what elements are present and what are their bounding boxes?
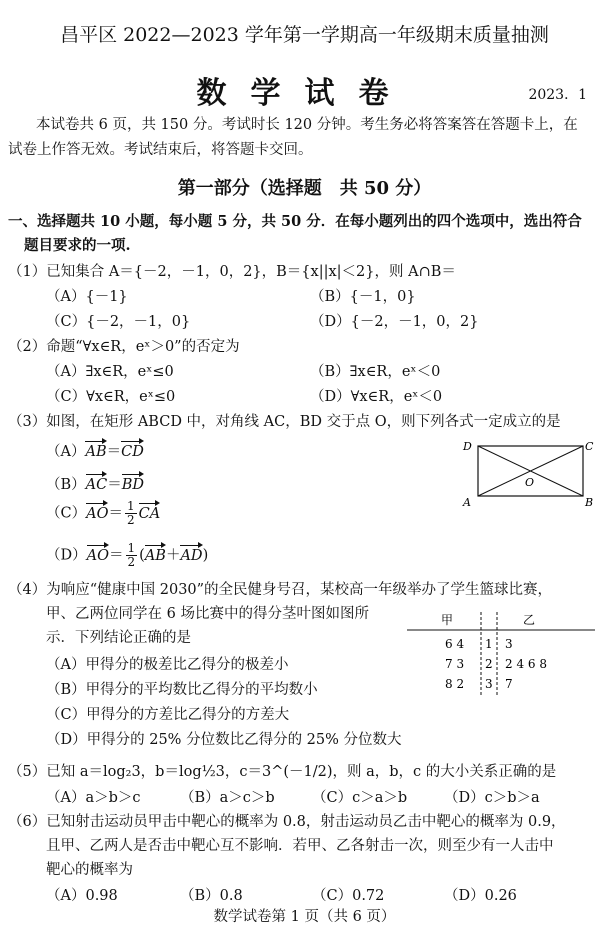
section-line-1: 一、选择题共 10 小题，每小题 5 分，共 50 分．在每小题列出的四个选项中，选出符合 xyxy=(8,213,582,230)
q1-stem: （1）已知集合 A＝{－2，－1，0，2}，B＝{x||x|＜2}，则 A∩B＝ xyxy=(8,264,456,280)
vertex-b-label: B xyxy=(585,496,594,509)
fraction-denominator: 2 xyxy=(126,513,135,527)
vector-ac: AC xyxy=(85,477,108,493)
q3-stem: （3）如图，在矩形 ABCD 中，对角线 AC，BD 交于点 O，则下列各式一定成立的是 xyxy=(8,414,561,430)
part-title: 第一部分（选择题 共 50 分） xyxy=(177,178,432,199)
q5-option-c: （C）c＞a＞b xyxy=(312,790,408,806)
vector-cd: CD xyxy=(121,444,144,460)
close-paren: ) xyxy=(202,547,209,564)
q5-option-a: （A）a＞b＞c xyxy=(46,790,141,806)
plus-sign: ＋ xyxy=(165,547,181,564)
section-heading xyxy=(8,210,604,258)
q4-option-c: （C）甲得分的方差比乙得分的方差大 xyxy=(46,707,290,723)
equals-sign: ＝ xyxy=(108,505,123,522)
fraction-numerator: 1 xyxy=(126,499,135,513)
stemleaf-right-row-3: 7 xyxy=(505,677,513,691)
stem-leaf-plot xyxy=(405,608,600,700)
q2-stem: （2）命题“∀x∈R，eˣ＞0”的否定为 xyxy=(8,339,240,355)
vector-bd: BD xyxy=(121,477,145,493)
q4-option-a: （A）甲得分的极差比乙得分的极差小 xyxy=(46,657,289,673)
fraction-one-half xyxy=(126,542,138,569)
stemleaf-stem-row-2: 2 xyxy=(485,657,493,671)
q3-c-label: （C） xyxy=(46,505,87,522)
stemleaf-title-yi: 乙 xyxy=(523,613,536,627)
q4-line-2: 甲、乙两位同学在 6 场比赛中的得分茎叶图如图所 xyxy=(46,606,369,622)
q1-option-c: （C）{－2，－1，0} xyxy=(46,314,191,330)
vertex-c-label: C xyxy=(585,440,594,453)
q1-option-d: （D）{－2，－1，0，2} xyxy=(310,314,479,330)
vector-ad: AD xyxy=(180,547,203,564)
q3-option-b xyxy=(46,473,144,494)
q6-stem xyxy=(8,810,598,882)
stemleaf-right-row-1: 3 xyxy=(505,637,513,651)
q3-option-a xyxy=(46,440,144,461)
exam-header: 昌平区 2022—2023 学年第一学期高一年级期末质量抽测 xyxy=(60,24,549,46)
vertex-d-label: D xyxy=(463,440,472,453)
vector-ao: AO xyxy=(86,505,109,522)
q3-d-label: （D） xyxy=(46,547,87,564)
rectangle-figure xyxy=(455,436,595,512)
vector-ab: AB xyxy=(144,547,166,564)
exam-instructions xyxy=(8,113,598,163)
vector-ab: AB xyxy=(85,444,107,460)
stemleaf-stem-row-3: 3 xyxy=(485,677,493,691)
instructions-line-2: 试卷上作答无效。考试结束后，将答题卡交回。 xyxy=(8,142,313,158)
stemleaf-stem-row-1: 1 xyxy=(485,637,493,651)
vector-ao: AO xyxy=(86,547,109,564)
page-footer: 数学试卷第 1 页（共 6 页） xyxy=(213,909,396,925)
q1-option-a: （A）{－1} xyxy=(46,289,128,305)
q6-option-b: （B）0.8 xyxy=(180,888,243,904)
fraction-numerator: 1 xyxy=(127,541,136,555)
equals-sign: ＝ xyxy=(109,547,124,564)
exam-date: 2023．1 xyxy=(528,87,587,103)
stemleaf-left-row-3: 8 2 xyxy=(445,677,465,691)
q6-line-1: （6）已知射击运动员甲击中靶心的概率为 0.8，射击运动员乙击中靶心的概率为 0.9， xyxy=(8,814,566,830)
section-line-2: 题目要求的一项. xyxy=(24,237,131,254)
open-paren: ( xyxy=(139,547,145,564)
stemleaf-left-row-2: 7 3 xyxy=(445,657,465,671)
q1-option-b: （B）{－1，0} xyxy=(310,289,416,305)
q2-option-a: （A）∃x∈R，eˣ≤0 xyxy=(46,364,174,380)
stemleaf-right-row-2: 2 4 6 8 xyxy=(505,657,547,671)
vector-ca: CA xyxy=(138,505,161,522)
fraction-one-half xyxy=(125,500,137,527)
q4-option-d: （D）甲得分的 25% 分位数比乙得分的 25% 分位数大 xyxy=(46,732,402,748)
equals-sign: ＝ xyxy=(107,477,122,493)
q4-line-1: （4）为响应“健康中国 2030”的全民健身号召，某校高一年级举办了学生篮球比赛， xyxy=(8,582,553,598)
q6-option-c: （C）0.72 xyxy=(312,888,385,904)
q3-option-c xyxy=(46,500,160,527)
fraction-denominator: 2 xyxy=(127,555,136,569)
q3-b-label: （B） xyxy=(46,477,86,493)
stemleaf-title-jia: 甲 xyxy=(441,613,454,627)
vertex-a-label: A xyxy=(463,496,471,509)
q2-option-b: （B）∃x∈R，eˣ＜0 xyxy=(310,364,441,380)
q2-option-d: （D）∀x∈R，eˣ＜0 xyxy=(310,389,443,405)
q2-option-c: （C）∀x∈R，eˣ≤0 xyxy=(46,389,176,405)
q4-line-3: 示．下列结论正确的是 xyxy=(46,630,191,646)
instructions-line-1: 本试卷共 6 页，共 150 分。考试时长 120 分钟。考生务必将答案答在答题卡上，在 xyxy=(36,117,578,133)
q5-option-b: （B）a＞c＞b xyxy=(180,790,275,806)
q6-line-3: 靶心的概率为 xyxy=(46,862,133,878)
q3-option-d xyxy=(46,542,208,569)
q5-stem: （5）已知 a＝log₂3，b＝log½3，c＝3^(－1/2)，则 a，b，c 的大小关系正确的是 xyxy=(8,764,557,780)
equals-sign: ＝ xyxy=(106,444,122,460)
q3-a-label: （A） xyxy=(46,444,86,460)
stemleaf-left-row-1: 6 4 xyxy=(445,637,465,651)
q6-option-d: （D）0.26 xyxy=(444,888,517,904)
q4-option-b: （B）甲得分的平均数比乙得分的平均数小 xyxy=(46,682,318,698)
exam-title: 数学试卷 xyxy=(196,76,413,111)
center-o-label: O xyxy=(525,476,535,489)
q6-line-2: 且甲、乙两人是否击中靶心互不影响．若甲、乙各射击一次，则至少有一人击中 xyxy=(46,838,554,854)
q6-option-a: （A）0.98 xyxy=(46,888,118,904)
q5-option-d: （D）c＞b＞a xyxy=(444,790,540,806)
